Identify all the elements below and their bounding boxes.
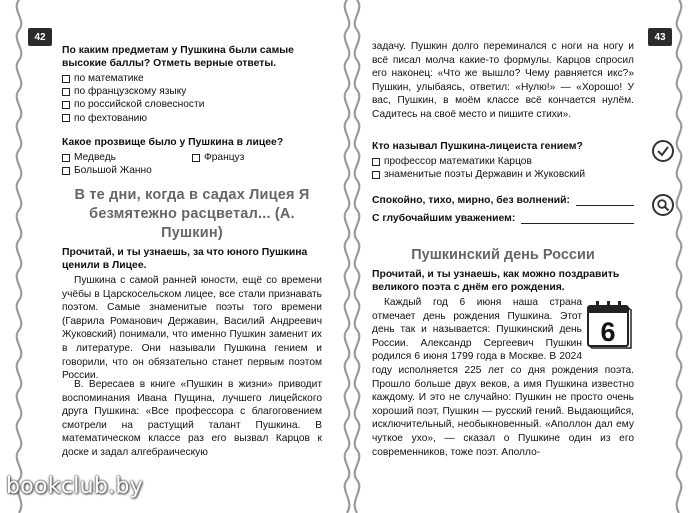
center-right-wavy-border: [346, 0, 368, 513]
calendar-number: 6: [600, 317, 616, 347]
paragraph-continuation: задачу. Пушкин долго переминался с ноги на ногу и всё писал молча какие-то формулы. Карцов спросил его наконец: «Что же вышло? Чему равняется икс?» Пушкин, улыбаясь, ответил: «Нулю!» — «Хорошо! У вас, Пушкин, в моём классе всё кончается нулём. Садитесь на своё место и пишите стихи».: [372, 41, 634, 120]
answer-line[interactable]: [521, 223, 634, 224]
option-frenchman[interactable]: Француз: [192, 151, 322, 164]
checkbox[interactable]: [62, 101, 70, 109]
lead-text-lyceum: Прочитай, и ты узнаешь, за что юного Пушкина ценили в Лицее.: [62, 247, 308, 272]
checkbox[interactable]: [372, 158, 380, 166]
paragraph-early-recognition: Пушкина с самой ранней юности, ещё со времени учёбы в Царскосельском лицее, все стали признавать поэтом. Самые знаменитые поэты того времени (Гаврила Романович Державин, Василий Андреевич Жуковский) понимали, что именно Пушкин заменит их в литературе. Они называли Пушкина гением и говорили, что он обязательно станет первым поэтом России.: [62, 275, 322, 382]
option-derzhavin-zhukovsky[interactable]: знаменитые поэты Державин и Жуковский: [372, 168, 634, 181]
option-fencing[interactable]: по фехтованию: [62, 112, 322, 125]
option-math[interactable]: по математике: [62, 72, 322, 85]
question-nickname-title: Какое прозвище было у Пушкина в лицее?: [62, 137, 284, 148]
magnifier-icon[interactable]: [652, 194, 674, 216]
lead-text-birthday: Прочитай, и ты узнаешь, как можно поздравить великого поэта с днём его рождения.: [372, 269, 620, 294]
answer-line[interactable]: [576, 205, 634, 206]
right-wavy-border: [668, 0, 690, 513]
left-wavy-border: [8, 0, 30, 513]
checkmark-icon[interactable]: [652, 140, 674, 162]
checkbox[interactable]: [62, 167, 70, 175]
question-subjects-title: По каким предметам у Пушкина были самые высокие баллы? Отметь верные ответы.: [62, 45, 294, 69]
quote-heading: В те дни, когда в садах Лицея Я безмятежно расцветал... (А. Пушкин): [74, 187, 310, 241]
option-big-jeannot[interactable]: Большой Жанно: [62, 164, 192, 177]
right-page: [372, 0, 642, 513]
watermark: bookclub.by: [6, 474, 144, 499]
checkbox[interactable]: [372, 171, 380, 179]
fill-line-respect[interactable]: С глубочайшим уважением:: [372, 212, 634, 226]
question-genius-title: Кто называл Пушкина-лицеиста гением?: [372, 141, 583, 152]
section-title-pushkin-day: Пушкинский день России: [411, 247, 595, 263]
checkbox[interactable]: [192, 154, 200, 162]
checkbox[interactable]: [62, 75, 70, 83]
paragraph-pushkin-day: Каждый год 6 июня наша страна отмечает день рождения Пушкина. Этот день так и называется: Пушкинский день России. Александр Сергеевич Пушкин родился 6 июня 1799 года в Москве. В 2024 году исполняется 225 лет со дня рождения поэта. Прошло больше двух веков, а имя Пушкина известно каждому. И это не случайно: Пушкин не просто очень хороший поэт, Пушкин — русский гений. Выдающийся, исключительный, необыкновенный. «Аполлон дал ему чуткое ухо», — сказал о Пушкине один из его современников, тоже поэт. Аполло-: [372, 297, 634, 458]
question-subjects: [62, 44, 322, 125]
fill-line-calm[interactable]: Спокойно, тихо, мирно, без волнений:: [372, 194, 634, 208]
calendar-icon: [586, 298, 632, 350]
checkbox[interactable]: [62, 114, 70, 122]
paragraph-veresaev: В. Вересаев в книге «Пушкин в жизни» приводит воспоминания Ивана Пущина, лучшего лицейского друга Пушкина: «Все профессора с благоговением смотрели на растущий талант Пушкина. В математическом классе раз его вызвал Карцов к доске и задал алгебраическую: [62, 379, 322, 458]
left-page: [62, 0, 322, 513]
option-kartsov[interactable]: профессор математики Карцов: [372, 155, 634, 168]
checkbox[interactable]: [62, 154, 70, 162]
option-bear[interactable]: Медведь: [62, 151, 192, 164]
checkbox[interactable]: [62, 88, 70, 96]
option-russian-literature[interactable]: по российской словесности: [62, 98, 322, 111]
question-genius: [372, 140, 634, 181]
question-nickname: [62, 136, 322, 177]
option-french[interactable]: по французскому языку: [62, 85, 322, 98]
page-number-right: 43: [648, 28, 672, 46]
page-number-left: 42: [28, 28, 52, 46]
